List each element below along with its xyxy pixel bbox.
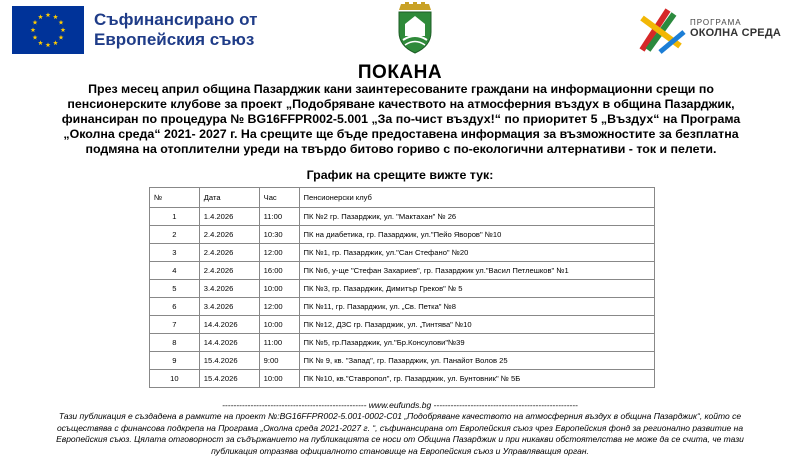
cell-date: 14.4.2026 (199, 334, 259, 352)
cell-club: ПК №1, гр. Пазарджик, ул."Сан Стефано" №20 (299, 244, 654, 262)
cell-number: 5 (150, 280, 200, 298)
table-row (150, 370, 655, 388)
cell-club: ПК №12, ДЗС гр. Пазарджик, ул. „Тинтява" №10 (299, 316, 654, 334)
cell-date: 2.4.2026 (199, 244, 259, 262)
cell-date: 3.4.2026 (199, 280, 259, 298)
cell-date: 1.4.2026 (199, 208, 259, 226)
cell-date: 14.4.2026 (199, 316, 259, 334)
cell-time: 9:00 (259, 352, 299, 370)
header-club: Пенсионерски клуб (299, 188, 654, 208)
cell-club: ПК №3, гр. Пазарджик, Димитър Греков" № 5 (299, 280, 654, 298)
cell-club: ПК № 9, кв. "Запад", гр. Пазарджик, ул. Панайот Волов 25 (299, 352, 654, 370)
municipality-crest-icon (395, 2, 435, 54)
okolna-sreda-emblem-icon (638, 4, 688, 56)
program-line2: ОКОЛНА СРЕДА (690, 27, 782, 39)
table-row (150, 244, 655, 262)
cell-club: ПК №10, кв."Ставропол", гр. Пазарджик, ул. Бунтовник" № 5Б (299, 370, 654, 388)
cell-time: 10:00 (259, 370, 299, 388)
table-row (150, 280, 655, 298)
header-time: Час (259, 188, 299, 208)
program-okolna-sreda-logo (638, 4, 788, 56)
cell-time: 16:00 (259, 262, 299, 280)
cell-time: 11:00 (259, 208, 299, 226)
cell-time: 10:00 (259, 316, 299, 334)
eu-line2: Европейския съюз (94, 30, 255, 49)
table-row (150, 316, 655, 334)
header-date: Дата (199, 188, 259, 208)
cell-number: 10 (150, 370, 200, 388)
cell-number: 4 (150, 262, 200, 280)
eu-cofunded-logo (12, 6, 257, 54)
table-row (150, 352, 655, 370)
cell-club: ПК №11, гр. Пазарджик, ул. „Св. Петка" №8 (299, 298, 654, 316)
table-row (150, 298, 655, 316)
cell-number: 9 (150, 352, 200, 370)
schedule-title: График на срещите вижте тук: (306, 168, 494, 182)
cell-number: 2 (150, 226, 200, 244)
table-row (150, 226, 655, 244)
header-number: № (150, 188, 200, 208)
eu-line1: Съфинансирано от (94, 10, 258, 29)
cell-number: 1 (150, 208, 200, 226)
cell-number: 8 (150, 334, 200, 352)
program-line1: ПРОГРАМА (690, 18, 742, 27)
cell-club: ПК №2 гр. Пазарджик, ул. "Мактахан" № 26 (299, 208, 654, 226)
eu-flag-icon (12, 6, 84, 54)
cell-date: 2.4.2026 (199, 262, 259, 280)
cell-number: 6 (150, 298, 200, 316)
cell-time: 10:00 (259, 280, 299, 298)
cell-time: 10:30 (259, 226, 299, 244)
cell-date: 3.4.2026 (199, 298, 259, 316)
table-row (150, 334, 655, 352)
eufunds-link[interactable]: --------------------------------------------------- www.eufunds.bg --------------------------------------------------- (222, 400, 578, 410)
schedule-table (149, 187, 655, 388)
cell-club: ПК №6, у-ще "Стефан Захариев", гр. Пазарджик ул."Васил Петлешков" №1 (299, 262, 654, 280)
invitation-text: През месец април община Пазарджик кани заинтересованите граждани на информационни срещи по пенсионерските клубове за проект „Подобряване качеството на атмосферния въздух в община Пазарджик, финансиран по процедура № BG16FFPR002-5.001 „За по-чист въздух!“ по приоритет 5 „Въздух“ на Програма „Околна среда“ 2021- 2027 г. На срещите ще бъде предоставена информация за възможностите за безплатна подмяна на отоплителни уреди на твърдо битово гориво с по-екологични алтернативи - ток и пелети. (61, 82, 741, 156)
cell-number: 7 (150, 316, 200, 334)
cell-date: 15.4.2026 (199, 352, 259, 370)
cell-date: 15.4.2026 (199, 370, 259, 388)
cell-time: 12:00 (259, 244, 299, 262)
table-row (150, 208, 655, 226)
disclaimer-text: Тази публикация е създадена в рамките на проект №:BG16FFPR002-5.001-0002-C01 „Подобряване качеството на атмосферния въздух в община Пазарджик“, който се осъществява с финансова подкрепа на Програма „Околна среда 2021-2027 г. “, съфинансирана от Европейския съюз чрез Европейския фонд за регионално развитие на Европейския съюз. Цялата отговорност за съдържанието на публикацията се носи от Община Пазарджик и при никакви обстоятелства не може да се счита, че тази публикация отразява официалното становище на Европейския съюз и Управляващия орган. (56, 411, 744, 456)
table-row (150, 262, 655, 280)
invitation-title: ПОКАНА (357, 62, 443, 83)
cell-time: 11:00 (259, 334, 299, 352)
cell-club: ПК №5, гр.Пазарджик, ул."Бр.Консулови"№39 (299, 334, 654, 352)
cell-time: 12:00 (259, 298, 299, 316)
schedule-header-row (150, 188, 655, 208)
cell-date: 2.4.2026 (199, 226, 259, 244)
cell-club: ПК на диабетика, гр. Пазарджик, ул."Пейо Яворов" №10 (299, 226, 654, 244)
cell-number: 3 (150, 244, 200, 262)
